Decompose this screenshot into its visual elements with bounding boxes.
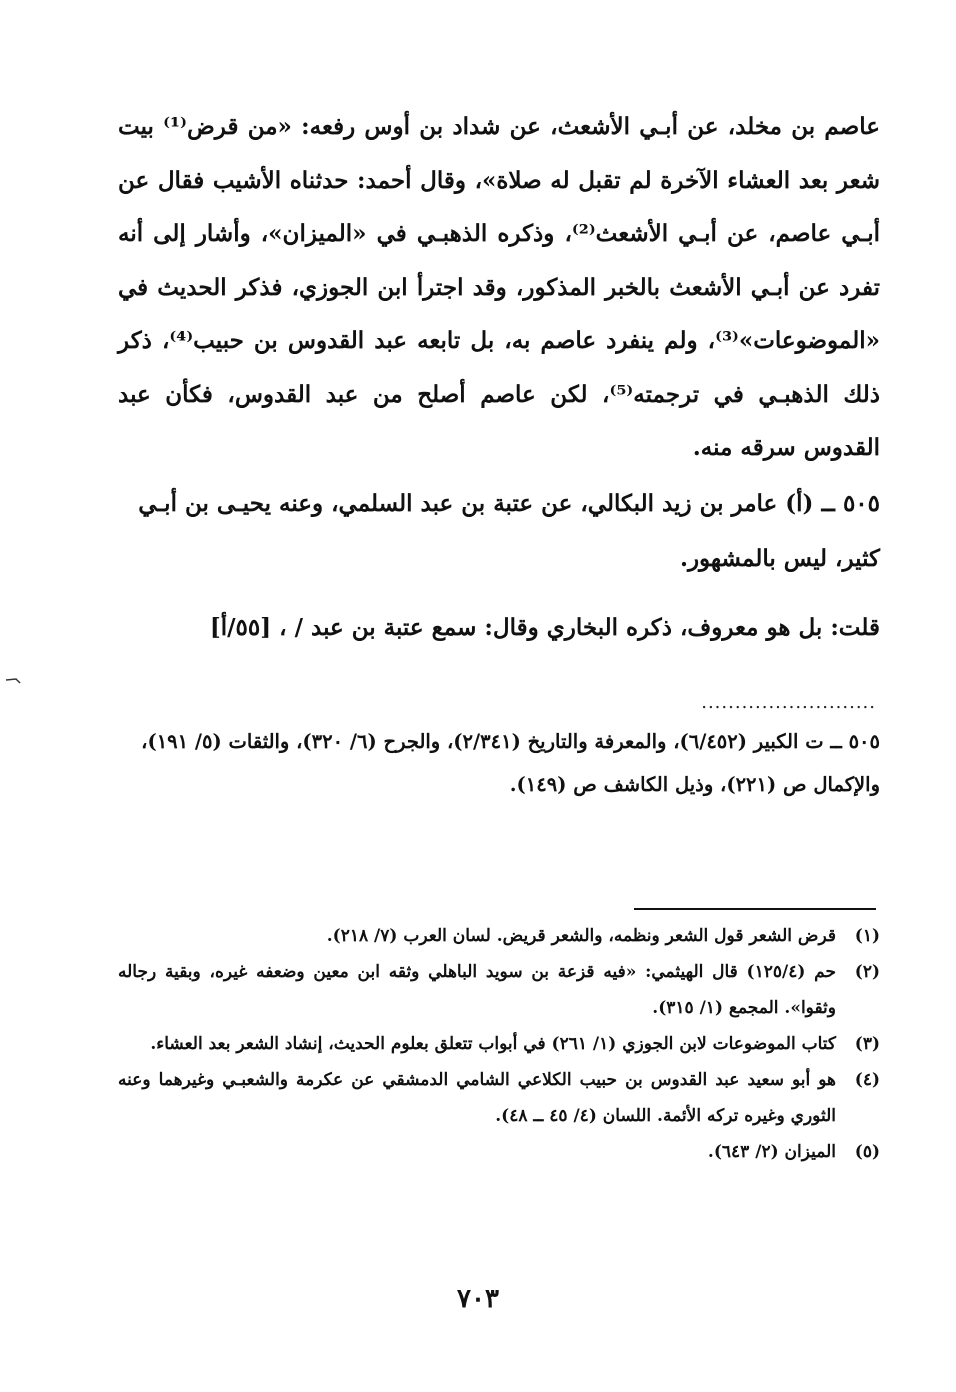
footnote-1 [118,918,880,954]
footnote-text: حم (١٢٥/٤) قال الهيثمي: «فيه قزعة بن سويد الباهلي وثقه ابن معين وضعفه غيره، وبقية رجاله وثقوا». المجمع (١/ ٣١٥). [118,962,836,1018]
footnote-number: (٣) [854,1034,880,1054]
footnote-text: قرض الشعر قول الشعر ونظمه، والشعر قريض. لسان العرب (٧/ ٢١٨). [326,926,836,946]
footnote-text: هو أبو سعيد عبد القدوس بن حبيب الكلاعي الشامي الدمشقي عن عكرمة والشعبـي وغيرهما وعنه الثوري وغيره تركه الأئمة. اللسان (٤/ ٤٥ ــ ٤٨). [118,1070,836,1126]
footnote-number: (٥) [854,1142,880,1162]
main-text [118,100,880,475]
footnote-3 [118,1026,880,1062]
dotted-separator: .......................... [701,692,876,713]
footnote-number: (٢) [854,962,880,982]
footnote-number: (٤) [854,1070,880,1090]
sources-note: ٥٠٥ ــ ت الكبير (٦/٤٥٢)، والمعرفة والتاريخ (٢/٣٤١)، والجرح (٦/ ٣٢٠)، والثقات (٥/ ١٩١)، والإكمال ص (٢٢١)، وذيل الكاشف ص (١٤٩). [141,730,880,796]
footnotes [118,918,880,1170]
page-number: ٧٠٣ [457,1284,499,1314]
footnote-text: كتاب الموضوعات لابن الجوزي (١/ ٢٦١) في أبواب تتعلق بعلوم الحديث، إنشاد الشعر بعد العشاء. [150,1034,836,1054]
footnote-text: الميزان (٢/ ٦٤٣). [707,1142,836,1162]
footnote-5 [118,1134,880,1170]
entry-505: ٥٠٥ ــ (أ) عامر بن زيد البكالي، عن عتبة بن عبد السلمي، وعنه يحيـى بن أبـي كثير، ليس بالمشهور. [138,490,880,572]
footnote-rule [634,908,876,910]
footnote-number: (١) [854,926,880,946]
main-paragraph: عاصم بن مخلد، عن أبـي الأشعث، عن شداد بن أوس رفعه: «من قرض⁽¹⁾ بيت شعر بعد العشاء الآخرة لم تقبل له صلاة»، وقال أحمد: حدثناه الأشيب فقال عن أبـي عاصم، عن أبـي الأشعث⁽²⁾، وذكره الذهبـي في «الميزان»، وأشار إلى أنه تفرد عن أبـي الأشعث بالخبر المذكور، وقد اجترأ ابن الجوزي، فذكر الحديث في «الموضوعات»⁽³⁾، ولم ينفرد عاصم به، بل تابعه عبد القدوس بن حبيب⁽⁴⁾، ذكر ذلك الذهبـي في ترجمته⁽⁵⁾، لكن عاصم أصلح من عبد القدوس، فكأن عبد القدوس سرقه منه. [118,113,881,461]
footnote-4 [118,1062,880,1134]
comment-paragraph: قلت: بل هو معروف، ذكره البخاري وقال: سمع عتبة بن عبد / ، [٥٥/أ] [209,614,880,641]
margin-mark-icon [4,676,24,686]
footnote-2 [118,954,880,1026]
